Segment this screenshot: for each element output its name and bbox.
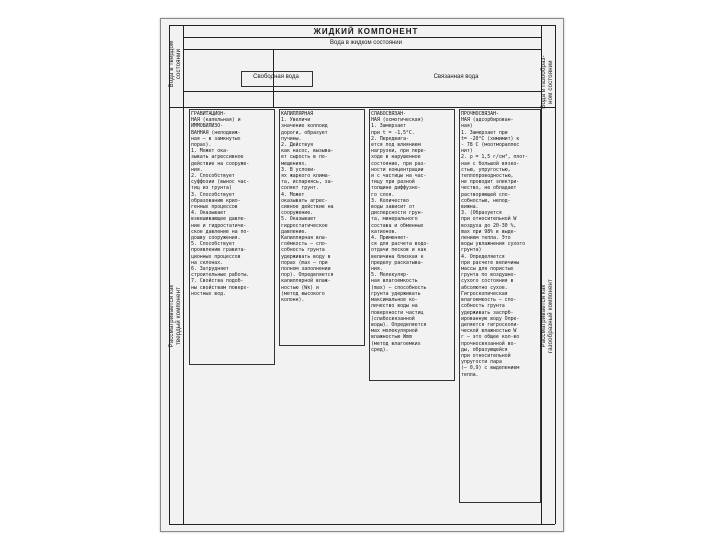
header-divider-2	[183, 49, 541, 50]
document-page	[160, 18, 564, 532]
gravitational-water-text: ГРАВИТАЦИОН- НАЯ (капельная) и ИММОБИЛИЗО- ВАННАЯ (неподвиж- ная – в замкнутых порах). 1. Может ока- зывать агрессивное действие на сооруже- ния. 2. Способствует суффозии (вынос час- тиц из грунта) 3. Способствует образованию крио- генных процессов 4. Оказывает взвешивающее давле- ние и гидростатиче- ское давление на по- дошву сооружения. 5. Способствует проявлению гравита- ционных процессов на склонах. 6. Затрудняет строительные работы. 7. Свойства подоб- ны свойствам поверх- ностных вод.	[191, 111, 250, 297]
bound-water-label: Связанная вода	[433, 74, 479, 80]
left-side-column-divider	[183, 25, 184, 524]
header-divider-1	[183, 37, 541, 38]
table-right-border	[555, 25, 556, 524]
gaseous-water-label: Вода в газообраз- ном состоянии	[541, 55, 554, 109]
gaseous-component-label: Рассматривается как газообразный компонент	[541, 279, 554, 353]
table-bottom-border	[169, 524, 555, 525]
page-subtitle: Вода в жидком состоянии	[330, 40, 402, 46]
header-divider-4	[169, 107, 555, 108]
free-water-label: Свободная вода	[253, 74, 299, 80]
header-divider-3	[183, 91, 541, 92]
solid-water-label: Вода в твердом состоянии	[169, 40, 182, 88]
strongly-bound-water-text: ПРОЧНОСВЯЗАН- НАЯ (адсорбирован- ная) 1. Замерзает при t= -20°C (химимит) к - 78 С (моотмораллес нит) 2. ρ = 1,5 г/см³, плот- ная с большой вязко- стью, упругостью, теплопроводностью, не проводит электри- чество, не обладает растворяющей спо- собностью, непод- вижна. 3. (Образуется при относительной W воздуха до 20-30 %, max при 98% в выде- лением тепла. Это воды увлажнения сухого грунта) 4. Определяется при расчете величины массы для пористых грунта по воздушно- сухого состояния в абсолютно сухое. Гигроскопическая влагоемкость – спо- собность грунта удерживать заспрб- ированную воду Опре- деляется гигроскопи- ческой влажностью W г – это общее кол-во прочносвязанной во- ды, образующейся при относительной упругости пара (– 0,9) с выделением тепла.	[461, 111, 528, 378]
table-top-border	[169, 25, 555, 26]
solid-component-label: Рассматривается как твердый компонент	[169, 284, 182, 348]
page-title: ЖИДКИЙ КОМПОНЕНТ	[313, 27, 419, 36]
weakly-bound-water-text: СЛАБОСВЯЗАН- НАЯ (осмотическая) 1. Замерзает при t = -1,5°C. 2. Передвига- ется под влиянием нагрузки, при пере- ходе в нарушенное состояние, при раз- ности концентрации и с частицы на час- тицу при разной толщине диффузно- го слоя. 3. Количество воды зависит от дисперсности грун- та, минерального состава и обменных катионов. 4. Применяет- ся для расчета водо- отдачи песков и как величина близкая к пределу раскатыва- ния. 5. Молекуляр- ная влагоемкость (max) – способность грунта удерживать максимальное ко- личество воды на поверхности частиц (слабосвязанной воды). Определяется мах молекулярной влажностью Wmm (метод влагоемких сред).	[371, 111, 430, 353]
capillary-water-text: КАПИЛЛЯРНАЯ 1. Увеличи значение коллоид дороги, образует пучины. 2. Действуя как насос, вызыва- ет сырость в по- мещениях. 3. В услови- ях жаркого клима- та, испаряясь, за- соляет грунт. 4. Может оказывать агрес- сивное действие на сооружение. 5. Оказывает гидростатическое давление. Капиллярная вла- гоёмкость – спо- собность грунта удерживать воду в порах (max – при полном заполнении пор). Определяется капиллярной влаж- ностью (Wк) и (метод высокого колонн).	[281, 111, 334, 304]
